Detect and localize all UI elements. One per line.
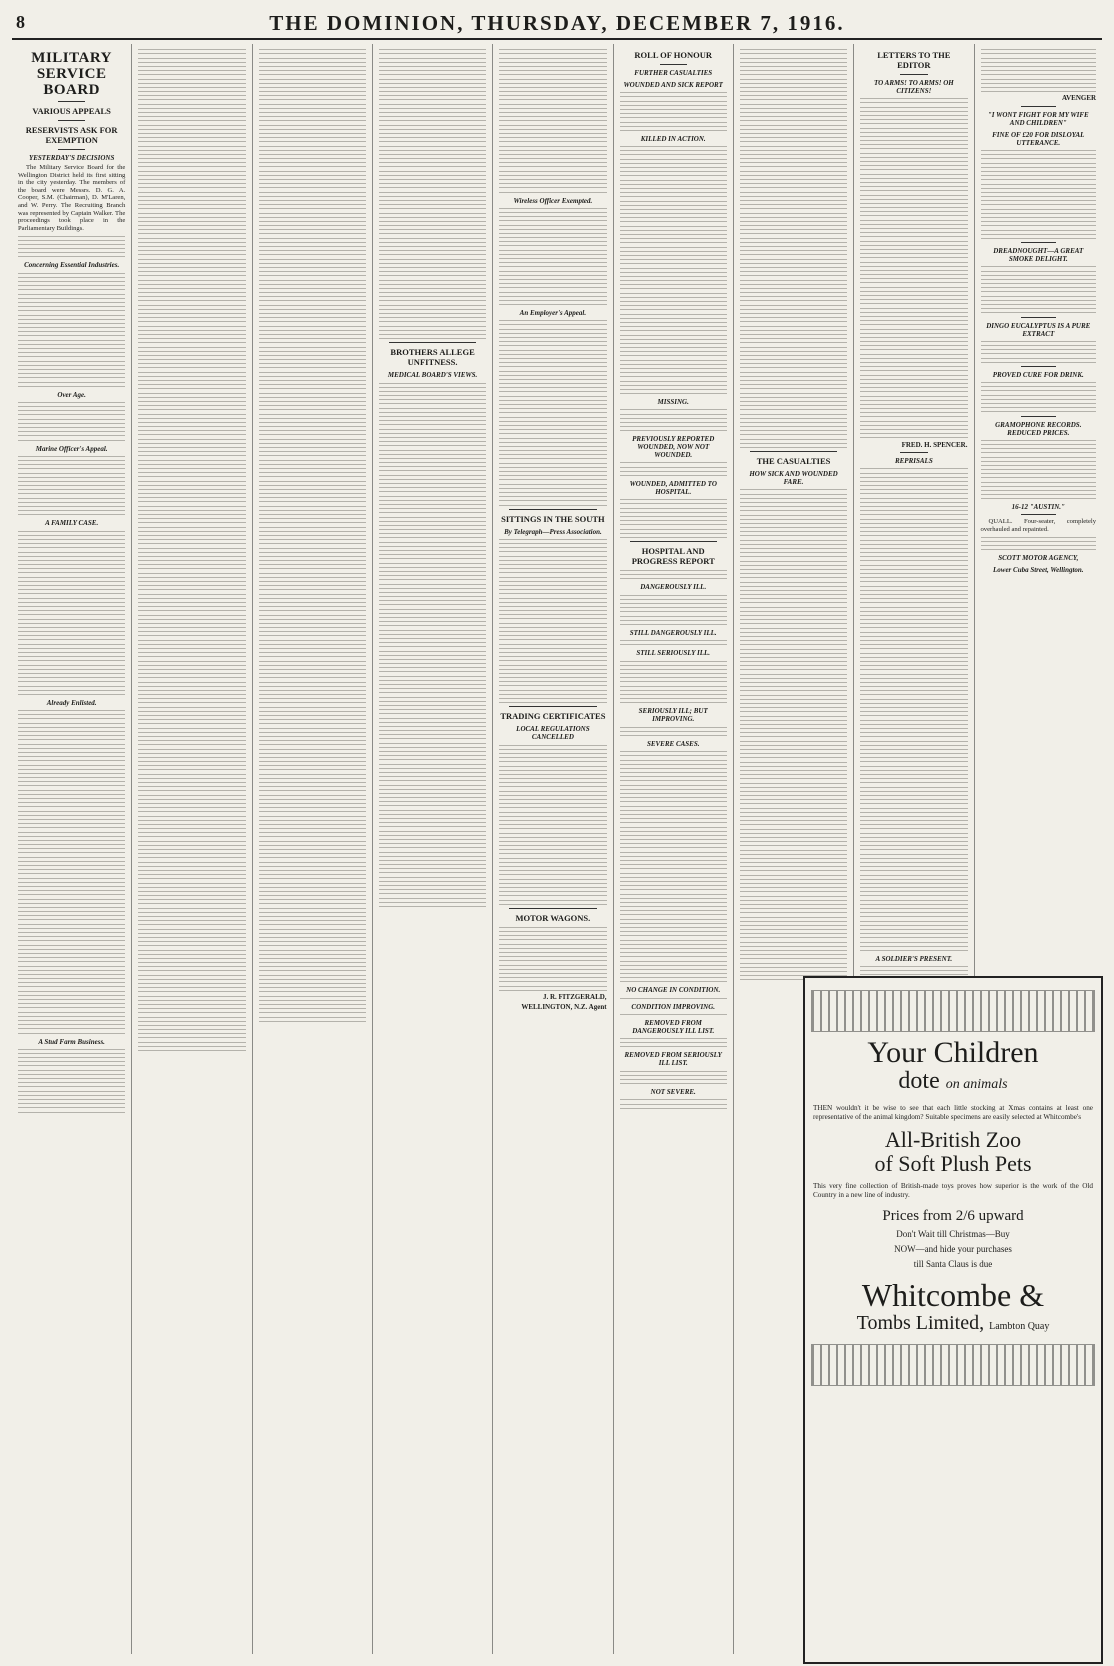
masthead <box>12 8 1102 40</box>
text-block <box>18 1049 125 1113</box>
list-dangerously: DANGEROUSLY ILL. <box>640 583 707 592</box>
sub-sick-wounded-fare: HOW SICK AND WOUNDED FARE. <box>749 470 838 487</box>
ad-decorative-border-bottom <box>811 1344 1095 1386</box>
section-stud-farm: A Stud Farm Business. <box>38 1037 105 1046</box>
text-block <box>18 273 125 387</box>
ad-zoo-title: All-British Zoo <box>884 1127 1022 1152</box>
text-block <box>620 92 727 131</box>
motor-agency: SCOTT MOTOR AGENCY, <box>998 554 1079 563</box>
heading-roll-of-honour: ROLL OF HONOUR <box>634 50 713 60</box>
column-4 <box>373 44 493 1654</box>
sub-local-regulations: LOCAL REGULATIONS CANCELLED <box>516 725 590 742</box>
dateline: YESTERDAY'S DECISIONS <box>28 154 115 162</box>
text-block <box>259 49 366 1022</box>
text-block <box>499 208 606 305</box>
ad-zoo-body: This very fine collection of British-made toys proves how superior is the work of the Old Country in a new line of industry. <box>813 1182 1093 1199</box>
name-list <box>620 409 727 431</box>
ad-headline-line1: Your Children <box>867 1036 1039 1069</box>
column-3 <box>253 44 373 1654</box>
name-list <box>620 1071 727 1085</box>
heading-trading-certificates: TRADING CERTIFICATES <box>500 711 606 722</box>
soldiers-present: A SOLDIER'S PRESENT. <box>875 954 953 963</box>
name-list <box>620 462 727 476</box>
list-removed-dang: REMOVED FROM DANGEROUSLY ILL LIST. <box>632 1018 715 1035</box>
letter1-title: TO ARMS! TO ARMS! OH CITIZENS! <box>873 79 954 95</box>
ad-dote-word: dote <box>898 1068 940 1094</box>
list-still-seriously: STILL SERIOUSLY ILL. <box>636 649 711 658</box>
byline-press: By Telegraph—Press Association. <box>504 527 602 536</box>
list-still-dangerously: STILL DANGEROUSLY ILL. <box>629 628 717 637</box>
text-block <box>18 456 125 516</box>
masthead-title: THE DOMINION, THURSDAY, DECEMBER 7, 1916. <box>269 10 845 35</box>
list-killed: KILLED IN ACTION. <box>640 134 706 143</box>
ad-decorative-border <box>811 990 1095 1032</box>
text-block <box>860 966 967 975</box>
text-block <box>18 531 125 695</box>
name-list <box>620 1099 727 1108</box>
column-6 <box>614 44 734 1654</box>
avenger-signature: AVENGER <box>1061 94 1097 103</box>
ad-gramophone: GRAMOPHONE RECORDS. REDUCED PRICES. <box>995 420 1082 437</box>
heading-motor-wagons: MOTOR WAGONS. <box>515 912 591 923</box>
heading-brothers-allege: BROTHERS ALLEGE UNFITNESS. <box>390 347 475 368</box>
name-list <box>620 1038 727 1047</box>
section-family-case: A FAMILY CASE. <box>45 519 99 528</box>
list-no-change: NO CHANGE IN CONDITION. <box>626 986 721 995</box>
name-list <box>740 49 847 448</box>
column-1 <box>12 44 132 1654</box>
ad-proved-cure: PROVED CURE FOR DRINK. <box>992 370 1084 379</box>
text-block <box>499 927 606 991</box>
text-block <box>499 49 606 192</box>
ad-headline-line2 <box>809 1068 1097 1098</box>
section-wireless-officer: Wireless Officer Exempted. <box>513 196 593 205</box>
ad-prices: Prices from 2/6 upward <box>882 1208 1024 1224</box>
name-list <box>620 1014 727 1015</box>
text-block <box>379 49 486 339</box>
section-already-enlisted: Already Enlisted. <box>46 698 97 707</box>
ad-brand-quay: Lambton Quay <box>989 1321 1050 1332</box>
heading-the-casualties: THE CASUALTIES <box>756 456 831 467</box>
lead-paragraph: The Military Service Board for the Wellington District held its first sitting in the city yesterday. The members of the board were Messrs. D. G. A. Cooper, S.M. (Chairman), D. M'Laren, and W. Perry. The Recruiting Branch was represented by Captain Walker. The proceedings took place in the Parliamentary Buildings. <box>18 164 126 232</box>
text-block <box>138 49 245 1051</box>
text-block <box>499 320 606 505</box>
ad-wait-line2: NOW—and hide your purchases <box>894 1244 1012 1254</box>
ad-wait-line1: Don't Wait till Christmas—Buy <box>896 1229 1010 1239</box>
column-2 <box>132 44 252 1654</box>
ad-zoo-subtitle: of Soft Plush Pets <box>874 1151 1032 1176</box>
sub-medical-board: MEDICAL BOARD'S VIEWS. <box>387 371 478 380</box>
deck-various-appeals: VARIOUS APPEALS <box>32 106 111 116</box>
heading-wont-fight: "I WONT FIGHT FOR MY WIFE AND CHILDREN" <box>987 110 1089 127</box>
motor-agency-address: Lower Cuba Street, Wellington. <box>993 566 1084 575</box>
section-over-age: Over Age. <box>57 390 86 399</box>
ad-austin: 16-12 "AUSTIN." <box>1011 503 1065 512</box>
section-essential-industries: Concerning Essential Industries. <box>24 261 120 270</box>
ad-brand-line2 <box>809 1312 1097 1338</box>
sub-further-casualties: FURTHER CASUALTIES <box>634 69 713 77</box>
name-list <box>620 998 727 999</box>
list-wounded-admitted: WOUNDED, ADMITTED TO HOSPITAL. <box>629 480 717 496</box>
text-block <box>740 489 847 980</box>
list-removed-ser: REMOVED FROM SERIOUSLY ILL LIST. <box>624 1051 722 1068</box>
ad-dingo: DINGO EUCALYPTUS IS A PURE EXTRACT <box>986 321 1091 338</box>
text-block <box>981 440 1097 500</box>
text-block <box>981 341 1097 363</box>
ad-dreadnought: DREADNOUGHT—A GREAT SMOKE DELIGHT. <box>993 247 1084 264</box>
ad-brand-tombs: Tombs Limited, <box>856 1312 985 1334</box>
text-block <box>860 98 967 438</box>
text-block <box>499 745 606 905</box>
motor-signature: J. R. FITZGERALD, <box>542 992 607 1001</box>
ad-quall: QUALL. Four-seater, completely overhauled and repainted. <box>980 518 1097 533</box>
name-list <box>620 640 727 645</box>
text-block <box>981 382 1097 412</box>
section-employer-appeal: An Employer's Appeal. <box>519 309 587 318</box>
list-missing: MISSING. <box>657 398 689 407</box>
name-list <box>620 661 727 704</box>
text-block <box>379 383 486 907</box>
text-block <box>499 539 606 703</box>
text-block <box>981 266 1097 313</box>
heading-sittings-south: SITTINGS IN THE SOUTH <box>501 513 605 524</box>
text-block <box>860 468 967 951</box>
list-seriously-improving: SERIOUSLY ILL; BUT IMPROVING. <box>638 707 708 724</box>
letter2-title: REPRISALS <box>894 457 933 466</box>
text-block <box>18 402 125 441</box>
name-list <box>620 595 727 625</box>
list-prev-missing: PREVIOUSLY REPORTED WOUNDED, NOW NOT WOUNDED. <box>632 435 715 460</box>
page-number: 8 <box>16 12 25 32</box>
ad-wait-line3: till Santa Claus is due <box>913 1259 993 1269</box>
headline-military-service-board: MILITARY SERVICE BOARD <box>31 50 112 98</box>
text-block <box>981 537 1097 551</box>
heading-hospital-report: HOSPITAL AND PROGRESS REPORT <box>631 546 715 567</box>
letter1-signature: FRED. H. SPENCER. <box>901 440 968 449</box>
heading-letters-editor: LETTERS TO THE EDITOR <box>877 50 951 70</box>
subhead-reservists: RESERVISTS ASK FOR EXEMPTION <box>25 125 118 145</box>
motor-signature-2: WELLINGTON, N.Z. Agent <box>521 1003 607 1012</box>
sub-fine: FINE OF £20 FOR DISLOYAL UTTERANCE. <box>992 130 1085 147</box>
list-severe: SEVERE CASES. <box>646 739 700 748</box>
text-block <box>981 150 1097 239</box>
text-block <box>620 570 727 579</box>
column-5 <box>493 44 613 1654</box>
name-list <box>620 727 727 736</box>
text-block <box>981 49 1097 92</box>
name-list <box>620 751 727 982</box>
name-list <box>620 146 727 394</box>
ad-body-text: THEN wouldn't it be wise to see that each little stocking at Xmas contains at least one representative of the animal kingdom? Suitable specimens are easily selected at Whitcombe's <box>813 1104 1093 1121</box>
list-improving: CONDITION IMPROVING. <box>631 1002 716 1011</box>
ad-dote-tail: on animals <box>945 1077 1008 1092</box>
text-block <box>18 710 125 1033</box>
text-block <box>18 236 125 258</box>
ad-brand-name: Whitcombe & <box>861 1277 1045 1313</box>
whitcombe-advertisement <box>803 976 1103 1664</box>
section-marine-officer: Marine Officer's Appeal. <box>35 444 108 453</box>
name-list <box>620 499 727 538</box>
list-not-severe: NOT SEVERE. <box>650 1088 696 1097</box>
sub-wounded-sick: WOUNDED AND SICK REPORT <box>623 81 723 89</box>
